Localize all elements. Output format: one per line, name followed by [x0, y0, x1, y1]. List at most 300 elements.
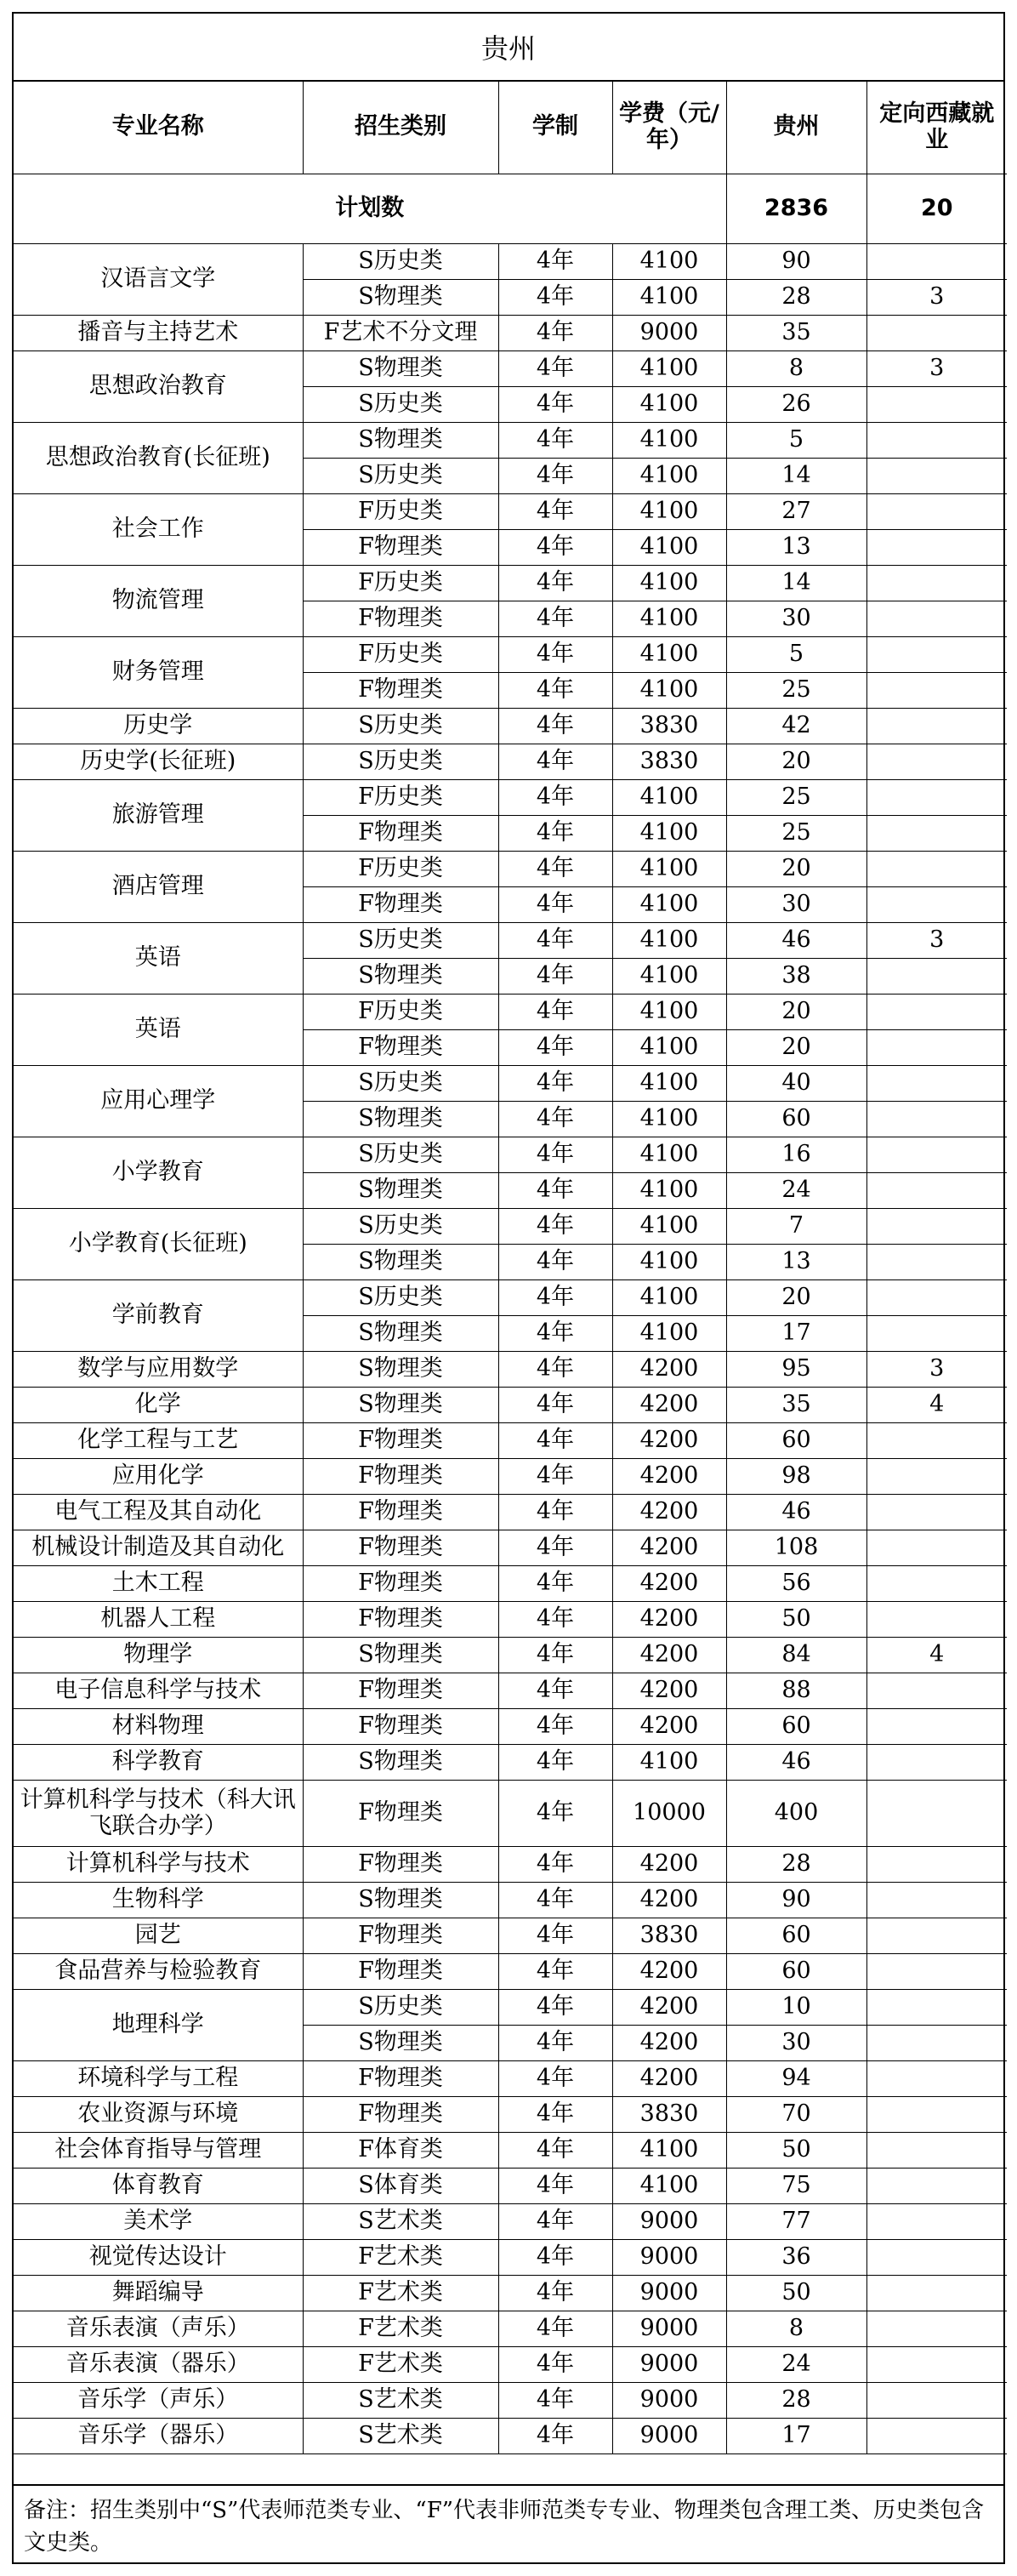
table-row — [14, 2060, 1007, 2096]
tuition-cell: 4100 — [612, 1029, 726, 1065]
major-name-cell: 计算机科学与技术（科大讯飞联合办学） — [14, 1780, 303, 1846]
category-cell: F艺术类 — [303, 2346, 498, 2382]
guizhou-cell: 20 — [726, 744, 866, 779]
table-row — [14, 1744, 1007, 1780]
category-cell: S物理类 — [303, 279, 498, 315]
major-name-cell: 财务管理 — [14, 636, 303, 708]
tibet-cell — [866, 1708, 1007, 1744]
duration-cell: 4年 — [498, 1637, 612, 1673]
guizhou-cell: 30 — [726, 886, 866, 922]
tuition-cell: 4100 — [612, 458, 726, 493]
tibet-cell: 4 — [866, 1637, 1007, 1673]
guizhou-cell: 13 — [726, 1244, 866, 1279]
category-cell: F物理类 — [303, 1530, 498, 1565]
major-name-cell: 英语 — [14, 994, 303, 1065]
tibet-cell — [866, 708, 1007, 744]
tuition-cell: 4100 — [612, 601, 726, 636]
table-row — [14, 493, 1007, 529]
duration-cell: 4年 — [498, 815, 612, 851]
category-cell: F物理类 — [303, 1780, 498, 1846]
category-cell: F历史类 — [303, 636, 498, 672]
duration-cell: 4年 — [498, 1565, 612, 1601]
tibet-cell — [866, 2275, 1007, 2311]
category-cell: S物理类 — [303, 1744, 498, 1780]
tuition-cell: 9000 — [612, 315, 726, 350]
tibet-cell — [866, 1953, 1007, 1989]
category-cell: S历史类 — [303, 1137, 498, 1172]
category-cell: F体育类 — [303, 2132, 498, 2168]
table-row — [14, 1708, 1007, 1744]
duration-cell: 4年 — [498, 2203, 612, 2239]
guizhou-cell: 60 — [726, 1918, 866, 1953]
duration-cell: 4年 — [498, 1279, 612, 1315]
duration-cell: 4年 — [498, 422, 612, 458]
major-name-cell: 历史学(长征班) — [14, 744, 303, 779]
tuition-cell: 10000 — [612, 1780, 726, 1846]
guizhou-cell: 28 — [726, 279, 866, 315]
guizhou-cell: 5 — [726, 636, 866, 672]
tuition-cell: 9000 — [612, 2418, 726, 2453]
tibet-cell — [866, 1673, 1007, 1708]
tibet-cell — [866, 1101, 1007, 1137]
category-cell: S历史类 — [303, 922, 498, 958]
duration-cell: 4年 — [498, 2311, 612, 2346]
category-cell: F物理类 — [303, 1708, 498, 1744]
plan-total-row — [14, 174, 1007, 243]
tibet-cell — [866, 779, 1007, 815]
guizhou-cell: 7 — [726, 1208, 866, 1244]
table-row — [14, 1601, 1007, 1637]
duration-cell: 4年 — [498, 2382, 612, 2418]
plan-label: 计划数 — [14, 174, 726, 243]
guizhou-cell: 75 — [726, 2168, 866, 2203]
major-name-cell: 旅游管理 — [14, 779, 303, 851]
tuition-cell: 4200 — [612, 1708, 726, 1744]
tuition-cell: 4100 — [612, 779, 726, 815]
tibet-cell — [866, 1780, 1007, 1846]
duration-cell: 4年 — [498, 2239, 612, 2275]
major-name-cell: 计算机科学与技术 — [14, 1846, 303, 1882]
tibet-cell — [866, 458, 1007, 493]
tuition-cell: 9000 — [612, 2203, 726, 2239]
duration-cell: 4年 — [498, 994, 612, 1029]
guizhou-cell: 90 — [726, 243, 866, 279]
category-cell: F历史类 — [303, 493, 498, 529]
header-tibet: 定向西藏就业 — [866, 80, 1007, 174]
major-name-cell: 园艺 — [14, 1918, 303, 1953]
major-name-cell: 舞蹈编导 — [14, 2275, 303, 2311]
table-row — [14, 708, 1007, 744]
tibet-cell — [866, 1458, 1007, 1494]
tuition-cell: 4200 — [612, 1387, 726, 1422]
enrollment-table-body — [14, 80, 1007, 2453]
tibet-cell — [866, 1744, 1007, 1780]
major-name-cell: 化学工程与工艺 — [14, 1422, 303, 1458]
major-name-cell: 地理科学 — [14, 1989, 303, 2060]
category-cell: S物理类 — [303, 1315, 498, 1351]
tuition-cell: 4200 — [612, 1565, 726, 1601]
major-name-cell: 农业资源与环境 — [14, 2096, 303, 2132]
tuition-cell: 4200 — [612, 2025, 726, 2060]
table-row — [14, 422, 1007, 458]
tibet-cell — [866, 2346, 1007, 2382]
guizhou-cell: 5 — [726, 422, 866, 458]
duration-cell: 4年 — [498, 1530, 612, 1565]
guizhou-cell: 50 — [726, 2275, 866, 2311]
category-cell: F物理类 — [303, 815, 498, 851]
guizhou-cell: 94 — [726, 2060, 866, 2096]
major-name-cell: 食品营养与检验教育 — [14, 1953, 303, 1989]
table-row — [14, 1065, 1007, 1101]
duration-cell: 4年 — [498, 1351, 612, 1387]
tuition-cell: 4100 — [612, 2132, 726, 2168]
duration-cell: 4年 — [498, 1918, 612, 1953]
tibet-cell — [866, 1918, 1007, 1953]
major-name-cell: 土木工程 — [14, 1565, 303, 1601]
duration-cell: 4年 — [498, 1065, 612, 1101]
tibet-cell — [866, 744, 1007, 779]
category-cell: F历史类 — [303, 779, 498, 815]
duration-cell: 4年 — [498, 672, 612, 708]
tuition-cell: 4100 — [612, 1315, 726, 1351]
guizhou-cell: 46 — [726, 1494, 866, 1530]
tuition-cell: 4100 — [612, 886, 726, 922]
duration-cell: 4年 — [498, 1387, 612, 1422]
duration-cell: 4年 — [498, 315, 612, 350]
major-name-cell: 生物科学 — [14, 1882, 303, 1918]
major-name-cell: 电子信息科学与技术 — [14, 1673, 303, 1708]
tuition-cell: 4200 — [612, 1953, 726, 1989]
province-title: 贵州 — [14, 14, 1003, 82]
tuition-cell: 3830 — [612, 744, 726, 779]
duration-cell: 4年 — [498, 565, 612, 601]
major-name-cell: 机械设计制造及其自动化 — [14, 1530, 303, 1565]
guizhou-cell: 90 — [726, 1882, 866, 1918]
tibet-cell — [866, 493, 1007, 529]
category-cell: F物理类 — [303, 1029, 498, 1065]
guizhou-cell: 50 — [726, 1601, 866, 1637]
tuition-cell: 4200 — [612, 1989, 726, 2025]
tibet-cell — [866, 1172, 1007, 1208]
table-row — [14, 1565, 1007, 1601]
footnote: 备注：招生类别中“S”代表师范类专业、“F”代表非师范类专专业、物理类包含理工类、历史类包含文史类。 — [14, 2484, 1003, 2562]
major-name-cell: 体育教育 — [14, 2168, 303, 2203]
tuition-cell: 3830 — [612, 1918, 726, 1953]
tibet-cell — [866, 2025, 1007, 2060]
tuition-cell: 4100 — [612, 851, 726, 886]
duration-cell: 4年 — [498, 1673, 612, 1708]
guizhou-cell: 24 — [726, 2346, 866, 2382]
guizhou-cell: 60 — [726, 1708, 866, 1744]
guizhou-cell: 20 — [726, 1279, 866, 1315]
duration-cell: 4年 — [498, 1953, 612, 1989]
tuition-cell: 4100 — [612, 815, 726, 851]
guizhou-cell: 20 — [726, 994, 866, 1029]
guizhou-cell: 8 — [726, 2311, 866, 2346]
category-cell: F历史类 — [303, 565, 498, 601]
guizhou-cell: 46 — [726, 1744, 866, 1780]
category-cell: F物理类 — [303, 1494, 498, 1530]
duration-cell: 4年 — [498, 2418, 612, 2453]
table-row — [14, 779, 1007, 815]
tuition-cell: 4200 — [612, 1882, 726, 1918]
guizhou-cell: 26 — [726, 386, 866, 422]
tibet-cell — [866, 851, 1007, 886]
major-name-cell: 美术学 — [14, 2203, 303, 2239]
tibet-cell — [866, 1315, 1007, 1351]
tibet-cell — [866, 1530, 1007, 1565]
table-row — [14, 2239, 1007, 2275]
category-cell: S物理类 — [303, 1101, 498, 1137]
guizhou-cell: 8 — [726, 350, 866, 386]
category-cell: S体育类 — [303, 2168, 498, 2203]
duration-cell: 4年 — [498, 2168, 612, 2203]
tuition-cell: 4200 — [612, 1458, 726, 1494]
guizhou-cell: 17 — [726, 1315, 866, 1351]
tibet-cell — [866, 565, 1007, 601]
guizhou-cell: 10 — [726, 1989, 866, 2025]
table-row — [14, 994, 1007, 1029]
guizhou-cell: 36 — [726, 2239, 866, 2275]
tuition-cell: 4100 — [612, 1172, 726, 1208]
major-name-cell: 物流管理 — [14, 565, 303, 636]
category-cell: S艺术类 — [303, 2203, 498, 2239]
tuition-cell: 9000 — [612, 2382, 726, 2418]
tibet-cell — [866, 529, 1007, 565]
guizhou-cell: 46 — [726, 922, 866, 958]
guizhou-cell: 20 — [726, 851, 866, 886]
tibet-cell — [866, 672, 1007, 708]
category-cell: S物理类 — [303, 1351, 498, 1387]
category-cell: S艺术类 — [303, 2382, 498, 2418]
tuition-cell: 9000 — [612, 2275, 726, 2311]
table-row — [14, 1137, 1007, 1172]
duration-cell: 4年 — [498, 708, 612, 744]
plan-guizhou-total: 2836 — [726, 174, 866, 243]
tuition-cell: 4100 — [612, 672, 726, 708]
duration-cell: 4年 — [498, 350, 612, 386]
header-tuition: 学费（元/年） — [612, 80, 726, 174]
guizhou-cell: 70 — [726, 2096, 866, 2132]
tibet-cell — [866, 2060, 1007, 2096]
category-cell: F物理类 — [303, 2096, 498, 2132]
duration-cell: 4年 — [498, 958, 612, 994]
major-name-cell: 环境科学与工程 — [14, 2060, 303, 2096]
duration-cell: 4年 — [498, 493, 612, 529]
duration-cell: 4年 — [498, 851, 612, 886]
category-cell: S艺术类 — [303, 2418, 498, 2453]
duration-cell: 4年 — [498, 243, 612, 279]
duration-cell: 4年 — [498, 886, 612, 922]
tibet-cell — [866, 1422, 1007, 1458]
category-cell: S历史类 — [303, 744, 498, 779]
major-name-cell: 音乐表演（声乐） — [14, 2311, 303, 2346]
tuition-cell: 4100 — [612, 1279, 726, 1315]
major-name-cell: 应用化学 — [14, 1458, 303, 1494]
table-row — [14, 1494, 1007, 1530]
tibet-cell — [866, 2382, 1007, 2418]
tuition-cell: 3830 — [612, 2096, 726, 2132]
enrollment-plan-sheet — [12, 12, 1005, 2564]
guizhou-cell: 60 — [726, 1953, 866, 1989]
major-name-cell: 电气工程及其自动化 — [14, 1494, 303, 1530]
tibet-cell — [866, 1494, 1007, 1530]
tuition-cell: 4100 — [612, 493, 726, 529]
duration-cell: 4年 — [498, 1989, 612, 2025]
tibet-cell — [866, 1244, 1007, 1279]
major-name-cell: 物理学 — [14, 1637, 303, 1673]
tuition-cell: 4200 — [612, 1846, 726, 1882]
duration-cell: 4年 — [498, 1029, 612, 1065]
duration-cell: 4年 — [498, 2025, 612, 2060]
table-row — [14, 2275, 1007, 2311]
tibet-cell — [866, 1565, 1007, 1601]
category-cell: S历史类 — [303, 708, 498, 744]
table-row — [14, 1387, 1007, 1422]
duration-cell: 4年 — [498, 1244, 612, 1279]
tuition-cell: 4100 — [612, 1137, 726, 1172]
major-name-cell: 汉语言文学 — [14, 243, 303, 315]
duration-cell: 4年 — [498, 1601, 612, 1637]
major-name-cell: 思想政治教育 — [14, 350, 303, 422]
duration-cell: 4年 — [498, 1708, 612, 1744]
major-name-cell: 机器人工程 — [14, 1601, 303, 1637]
tibet-cell — [866, 958, 1007, 994]
category-cell: F物理类 — [303, 1601, 498, 1637]
category-cell: S历史类 — [303, 1065, 498, 1101]
guizhou-cell: 50 — [726, 2132, 866, 2168]
tuition-cell: 4100 — [612, 1208, 726, 1244]
table-row — [14, 1279, 1007, 1315]
guizhou-cell: 28 — [726, 1846, 866, 1882]
tibet-cell — [866, 2132, 1007, 2168]
duration-cell: 4年 — [498, 2275, 612, 2311]
guizhou-cell: 14 — [726, 565, 866, 601]
duration-cell: 4年 — [498, 1208, 612, 1244]
tibet-cell — [866, 601, 1007, 636]
category-cell: F历史类 — [303, 851, 498, 886]
duration-cell: 4年 — [498, 744, 612, 779]
duration-cell: 4年 — [498, 1315, 612, 1351]
table-row — [14, 2168, 1007, 2203]
tuition-cell: 4200 — [612, 2060, 726, 2096]
table-row — [14, 1882, 1007, 1918]
tibet-cell — [866, 1208, 1007, 1244]
tibet-cell: 3 — [866, 1351, 1007, 1387]
table-row — [14, 2311, 1007, 2346]
category-cell: F物理类 — [303, 1458, 498, 1494]
guizhou-cell: 25 — [726, 815, 866, 851]
table-row — [14, 2132, 1007, 2168]
guizhou-cell: 27 — [726, 493, 866, 529]
header-duration: 学制 — [498, 80, 612, 174]
category-cell: F艺术类 — [303, 2311, 498, 2346]
guizhou-cell: 60 — [726, 1101, 866, 1137]
table-row — [14, 243, 1007, 279]
duration-cell: 4年 — [498, 2346, 612, 2382]
header-guizhou: 贵州 — [726, 80, 866, 174]
tuition-cell: 4100 — [612, 422, 726, 458]
tuition-cell: 4100 — [612, 994, 726, 1029]
duration-cell: 4年 — [498, 1101, 612, 1137]
tuition-cell: 9000 — [612, 2239, 726, 2275]
tibet-cell — [866, 1065, 1007, 1101]
tuition-cell: 4100 — [612, 1744, 726, 1780]
tuition-cell: 9000 — [612, 2346, 726, 2382]
table-row — [14, 2346, 1007, 2382]
tuition-cell: 4100 — [612, 279, 726, 315]
tuition-cell: 4200 — [612, 1530, 726, 1565]
category-cell: F艺术类 — [303, 2239, 498, 2275]
duration-cell: 4年 — [498, 1172, 612, 1208]
table-row — [14, 1846, 1007, 1882]
duration-cell: 4年 — [498, 2060, 612, 2096]
category-cell: F物理类 — [303, 601, 498, 636]
major-name-cell: 社会体育指导与管理 — [14, 2132, 303, 2168]
tuition-cell: 4100 — [612, 350, 726, 386]
category-cell: S物理类 — [303, 350, 498, 386]
guizhou-cell: 56 — [726, 1565, 866, 1601]
tibet-cell — [866, 994, 1007, 1029]
table-row — [14, 922, 1007, 958]
tuition-cell: 4100 — [612, 565, 726, 601]
major-name-cell: 思想政治教育(长征班) — [14, 422, 303, 493]
guizhou-cell: 30 — [726, 2025, 866, 2060]
category-cell: F物理类 — [303, 1953, 498, 1989]
major-name-cell: 社会工作 — [14, 493, 303, 565]
category-cell: S历史类 — [303, 386, 498, 422]
tibet-cell — [866, 886, 1007, 922]
major-name-cell: 材料物理 — [14, 1708, 303, 1744]
guizhou-cell: 35 — [726, 1387, 866, 1422]
duration-cell: 4年 — [498, 1458, 612, 1494]
guizhou-cell: 20 — [726, 1029, 866, 1065]
tibet-cell — [866, 422, 1007, 458]
major-name-cell: 音乐学（器乐） — [14, 2418, 303, 2453]
guizhou-cell: 30 — [726, 601, 866, 636]
tuition-cell: 4100 — [612, 1065, 726, 1101]
category-cell: F艺术不分文理 — [303, 315, 498, 350]
category-cell: S物理类 — [303, 2025, 498, 2060]
tibet-cell — [866, 815, 1007, 851]
tibet-cell — [866, 2311, 1007, 2346]
guizhou-cell: 84 — [726, 1637, 866, 1673]
category-cell: F物理类 — [303, 1846, 498, 1882]
duration-cell: 4年 — [498, 1494, 612, 1530]
category-cell: S历史类 — [303, 458, 498, 493]
category-cell: F物理类 — [303, 1673, 498, 1708]
duration-cell: 4年 — [498, 1882, 612, 1918]
table-row — [14, 1351, 1007, 1387]
tuition-cell: 4100 — [612, 2168, 726, 2203]
category-cell: F物理类 — [303, 672, 498, 708]
major-name-cell: 学前教育 — [14, 1279, 303, 1351]
tibet-cell: 3 — [866, 350, 1007, 386]
tuition-cell: 4100 — [612, 1244, 726, 1279]
tuition-cell: 4100 — [612, 922, 726, 958]
tibet-cell: 3 — [866, 279, 1007, 315]
tuition-cell: 4200 — [612, 1673, 726, 1708]
category-cell: S物理类 — [303, 422, 498, 458]
category-cell: S物理类 — [303, 1172, 498, 1208]
guizhou-cell: 77 — [726, 2203, 866, 2239]
tuition-cell: 4100 — [612, 1101, 726, 1137]
tuition-cell: 4200 — [612, 1422, 726, 1458]
tibet-cell — [866, 636, 1007, 672]
tibet-cell — [866, 1846, 1007, 1882]
category-cell: S物理类 — [303, 958, 498, 994]
duration-cell: 4年 — [498, 1422, 612, 1458]
